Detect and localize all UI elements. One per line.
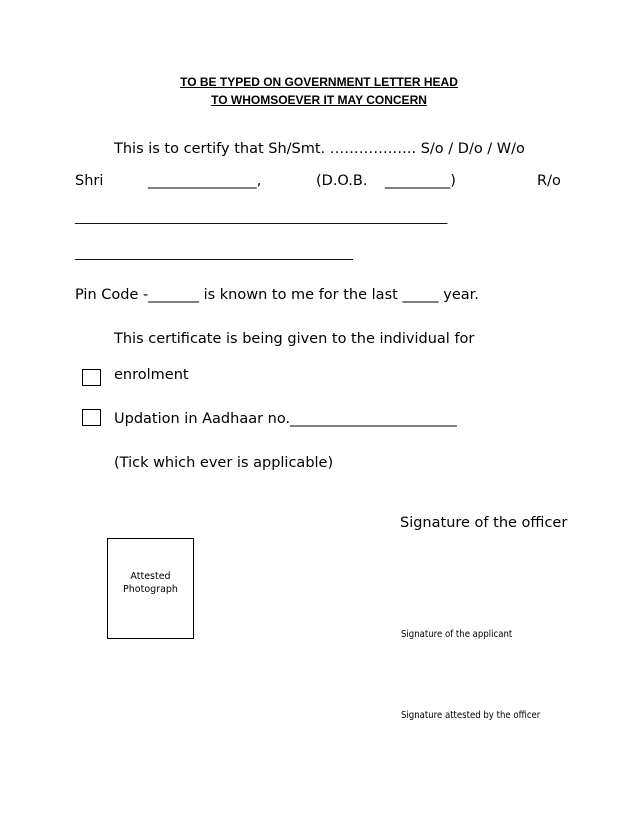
enrolment-label: enrolment <box>114 367 189 383</box>
officer-signature-label: Signature of the officer <box>400 515 568 531</box>
attested-signature-label: Signature attested by the officer <box>401 710 541 721</box>
address-blank-line-2: _______________________________________________ <box>75 246 353 261</box>
attested-photograph-box <box>107 538 194 639</box>
document-heading-letterhead: TO BE TYPED ON GOVERNMENT LETTER HEAD <box>180 75 458 89</box>
tick-instruction: (Tick which ever is applicable) <box>114 455 334 471</box>
certify-line: This is to certify that Sh/Smt. ………….….. S/o / D/o / W/o <box>114 141 525 157</box>
address-blank-line-1: _______________________________________________________________ <box>75 210 447 225</box>
dob-blank: _________) <box>385 173 456 189</box>
dob-label: (D.O.B. <box>316 173 368 189</box>
updation-label: Updation in Aadhaar no._______________________ <box>114 411 457 427</box>
shri-label: Shri <box>75 173 104 189</box>
photo-label <box>108 570 193 596</box>
photo-label-line-1: Attested <box>130 571 171 582</box>
applicant-signature-label: Signature of the applicant <box>401 629 513 640</box>
document-heading-concern: TO WHOMSOEVER IT MAY CONCERN <box>211 93 427 107</box>
updation-checkbox[interactable] <box>82 409 101 426</box>
pin-code-line: Pin Code -_______ is known to me for the last _____ year. <box>75 287 479 303</box>
purpose-line: This certificate is being given to the individual for <box>114 331 475 347</box>
photo-label-line-2: Photograph <box>123 584 178 595</box>
resident-of-label: R/o <box>537 173 561 189</box>
name-blank: _______________, <box>148 173 262 189</box>
enrolment-checkbox[interactable] <box>82 369 101 386</box>
